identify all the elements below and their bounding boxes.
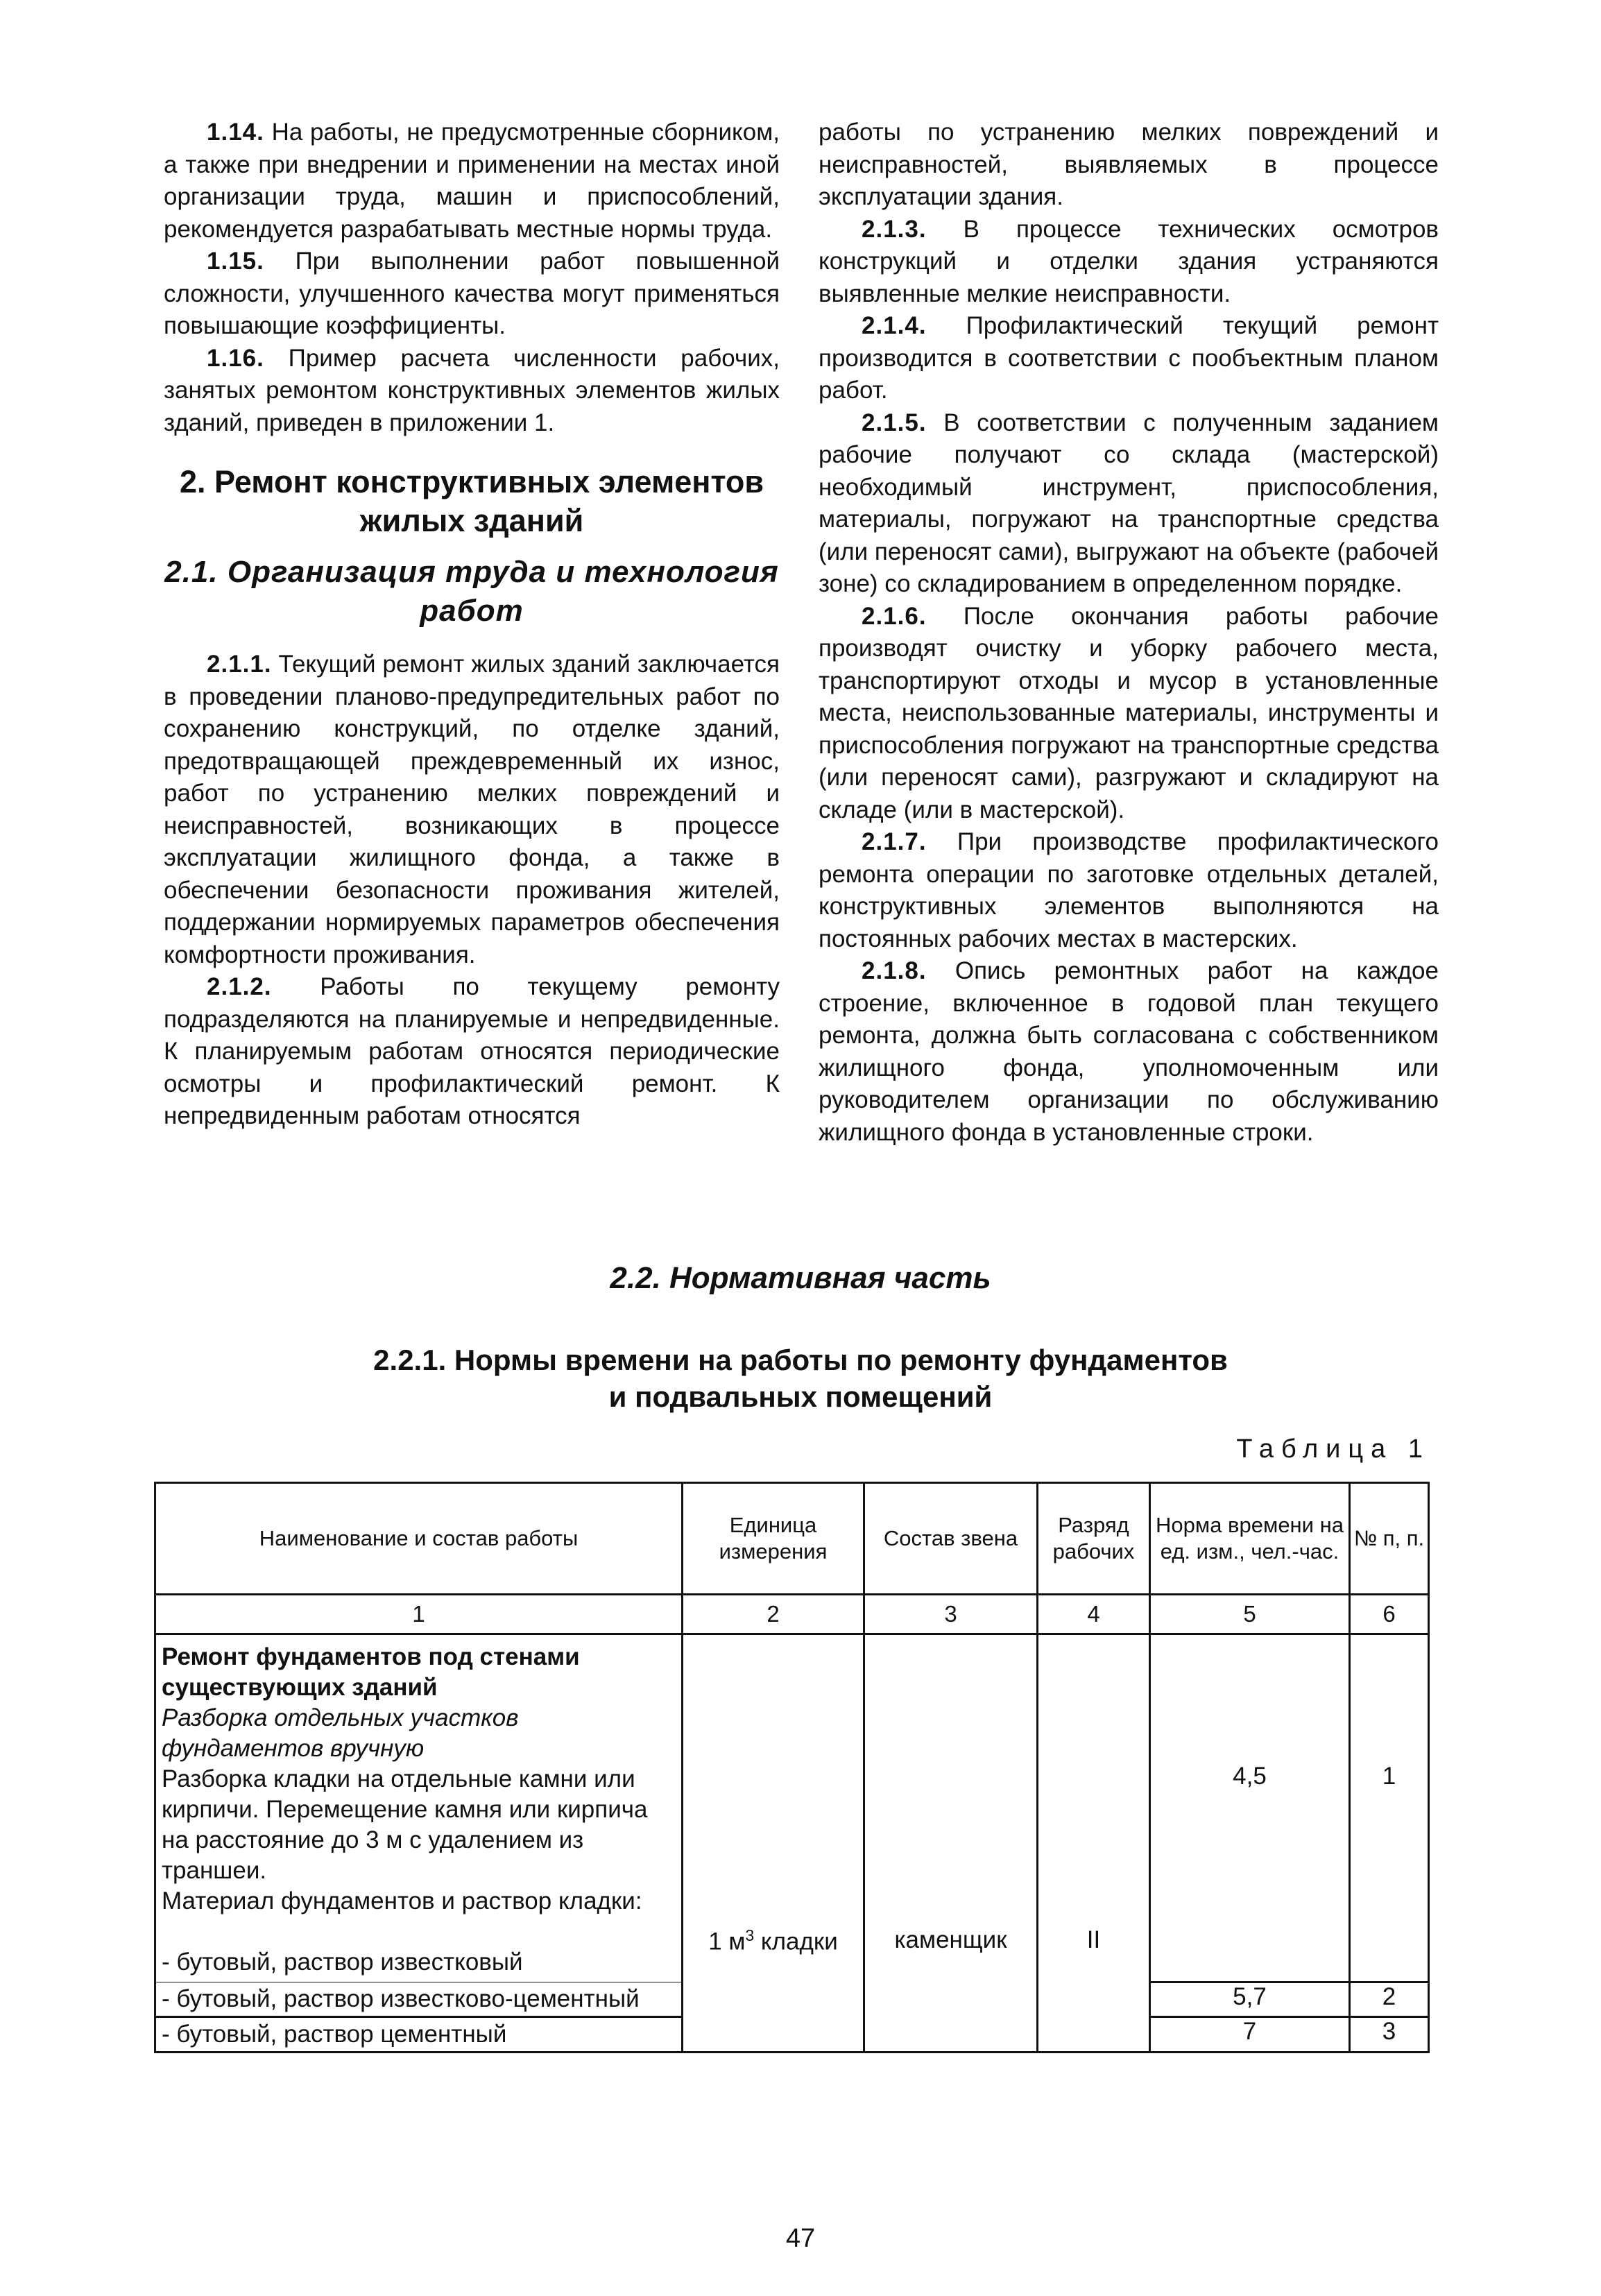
clause-number: 1.14. bbox=[207, 119, 264, 146]
paragraph-1-14 bbox=[164, 117, 780, 246]
clause-number: 2.1.3. bbox=[862, 215, 927, 243]
column-number: 3 bbox=[864, 1595, 1038, 1634]
table-column-numbers-row bbox=[155, 1595, 1429, 1634]
clause-text: Текущий ремонт жилых зданий заключается в проведении планово-предупредительных работ по сохранению конструкций, по отделке зданий, предотвращающей преждевременный их износ, работ по устранению мелких повреждений и неисправностей, возникающих в процессе эксплуатации жилищного фонда, а также в обеспечении безопасности проживания жителей, поддержании нормируемых параметров обеспечения комфортности проживания. bbox=[164, 651, 780, 968]
norm-cell: 5,7 bbox=[1150, 1982, 1350, 2017]
page-number: 47 bbox=[785, 2224, 816, 2253]
clause-number: 2.1.8. bbox=[862, 957, 927, 984]
unit-prefix: 1 м bbox=[708, 1928, 746, 1955]
header-grade: Разряд рабочих bbox=[1038, 1483, 1150, 1595]
column-number: 2 bbox=[683, 1595, 864, 1634]
paragraph-1-15 bbox=[164, 246, 780, 343]
unit-cell bbox=[683, 1634, 864, 2053]
clause-text: Пример расчета численности рабочих, занятых ремонтом конструктивных элементов жилых зданий, приведен в приложении 1. bbox=[164, 344, 780, 436]
crew-cell: каменщик bbox=[864, 1634, 1038, 2053]
header-work-name: Наименование и состав работы bbox=[155, 1483, 683, 1595]
paragraph-2-1-3 bbox=[819, 214, 1439, 311]
work-description-cell bbox=[155, 1634, 683, 1982]
unit-suffix: кладки bbox=[754, 1928, 838, 1955]
paragraph-2-1-1 bbox=[164, 649, 780, 971]
material-intro: Материал фундаментов и раствор кладки: bbox=[162, 1887, 642, 1914]
paragraph-continued: работы по устранению мелких повреждений и неисправностей, выявляемых в процессе эксплуатации здания. bbox=[819, 119, 1439, 210]
table-title-line-1: 2.2.1. Нормы времени на работы по ремонту фундаментов bbox=[373, 1344, 1228, 1376]
table-caption: Таблица 1 bbox=[1236, 1434, 1430, 1464]
clause-text: Работы по текущему ремонту подразделяются на планируемые и непредвиденные. К планируемым работам относятся периодические осмотры и профилактический ремонт. К непредвиденным работам относятся bbox=[164, 973, 780, 1129]
norm-cell: 4,5 bbox=[1150, 1634, 1350, 1982]
subsection-heading-2-1: 2.1. Организация труда и технология работ bbox=[164, 555, 779, 628]
clause-number: 2.1.4. bbox=[862, 312, 927, 339]
table-row bbox=[155, 1634, 1429, 1982]
section-heading-2-2: 2.2. Нормативная часть bbox=[610, 1261, 991, 1295]
column-number: 1 bbox=[155, 1595, 683, 1634]
norm-cell: 7 bbox=[1150, 2017, 1350, 2053]
table-header-row bbox=[155, 1483, 1429, 1595]
paragraph-2-1-8 bbox=[819, 955, 1439, 1149]
column-number: 5 bbox=[1150, 1595, 1350, 1634]
clause-text: После окончания работы рабочие производят очистку и уборку рабочего места, транспортируют отходы и мусор в установленные места, неиспользованные материалы, инструменты и приспособления погружают на транспортные средства (или переносят сами), разгружают и складируют на складе (или в мастерской). bbox=[819, 602, 1439, 823]
clause-number: 2.1.6. bbox=[862, 602, 927, 630]
right-text-column bbox=[819, 117, 1439, 1149]
clause-number: 2.1.2. bbox=[207, 973, 272, 1000]
work-composition: Разборка кладки на отдельные камни или кирпичи. Перемещение камня или кирпича на расстояние до 3 м с удалением из траншеи. bbox=[162, 1765, 648, 1884]
clause-text: При выполнении работ повышенной сложности, улучшенного качества могут применяться повышающие коэффициенты. bbox=[164, 248, 780, 339]
clause-text: В соответствии с полученным заданием рабочие получают со склада (мастерской) необходимый инструмент, приспособления, материалы, погружают на транспортные средства (или переносят сами), выгружают на объекте (рабочей зоне) со складированием в определенном порядке. bbox=[819, 409, 1439, 597]
clause-number: 1.16. bbox=[207, 344, 264, 372]
material-option: - бутовый, раствор известково-цементный bbox=[155, 1982, 683, 2017]
clause-text: При производстве профилактического ремонта операции по заготовке отдельных деталей, конструктивных элементов выполняются на постоянных рабочих местах в мастерских. bbox=[819, 828, 1439, 952]
clause-number: 2.1.7. bbox=[862, 828, 927, 855]
item-number-cell: 1 bbox=[1350, 1634, 1429, 1982]
section-heading-2: 2. Ремонт конструктивных элементов жилых зданий bbox=[179, 464, 764, 538]
paragraph-2-1-5 bbox=[819, 407, 1439, 601]
column-number: 6 bbox=[1350, 1595, 1429, 1634]
header-item-number: № п, п. bbox=[1350, 1483, 1429, 1595]
norms-table bbox=[154, 1482, 1430, 2053]
header-time-norm: Норма времени на ед. изм., чел.-час. bbox=[1150, 1483, 1350, 1595]
work-group-title: Ремонт фундаментов под стенами существующих зданий bbox=[162, 1643, 580, 1701]
clause-text: Опись ремонтных работ на каждое строение, включенное в годовой план текущего ремонта, должна быть согласована с собственником жилищного фонда, уполномоченным или руководителем организации по обслуживанию жилищного фонда в установленные строки. bbox=[819, 957, 1439, 1146]
paragraph-2-1-4 bbox=[819, 310, 1439, 407]
clause-number: 2.1.5. bbox=[862, 409, 927, 436]
material-option: - бутовый, раствор известковый bbox=[162, 1948, 523, 1976]
clause-number: 2.1.1. bbox=[207, 651, 272, 678]
grade-cell: II bbox=[1038, 1634, 1150, 2053]
item-number-cell: 3 bbox=[1350, 2017, 1429, 2053]
clause-number: 1.15. bbox=[207, 248, 264, 275]
material-option: - бутовый, раствор цементный bbox=[155, 2017, 683, 2053]
left-text-column bbox=[164, 117, 780, 1133]
item-number-cell: 2 bbox=[1350, 1982, 1429, 2017]
clause-text: На работы, не предусмотренные сборником, а также при внедрении и применении на местах иной организации труда, машин и приспособлений, рекомендуется разрабатывать местные нормы труда. bbox=[164, 119, 780, 243]
paragraph-2-1-7 bbox=[819, 826, 1439, 955]
table-title-line-2: и подвальных помещений bbox=[608, 1380, 993, 1413]
clause-text: В процессе технических осмотров конструкций и отделки здания устраняются выявленные мелкие неисправности. bbox=[819, 215, 1439, 307]
clause-text: Профилактический текущий ремонт производится в соответствии с пообъектным планом работ. bbox=[819, 312, 1439, 404]
paragraph-2-1-6 bbox=[819, 601, 1439, 827]
header-crew: Состав звена bbox=[864, 1483, 1038, 1595]
unit-superscript: 3 bbox=[745, 1926, 755, 1944]
paragraph-2-1-2 bbox=[164, 971, 780, 1133]
work-subgroup-title: Разборка отдельных участков фундаментов вручную bbox=[162, 1704, 519, 1762]
column-number: 4 bbox=[1038, 1595, 1150, 1634]
header-unit: Единица измерения bbox=[683, 1483, 864, 1595]
paragraph-1-16 bbox=[164, 343, 780, 440]
